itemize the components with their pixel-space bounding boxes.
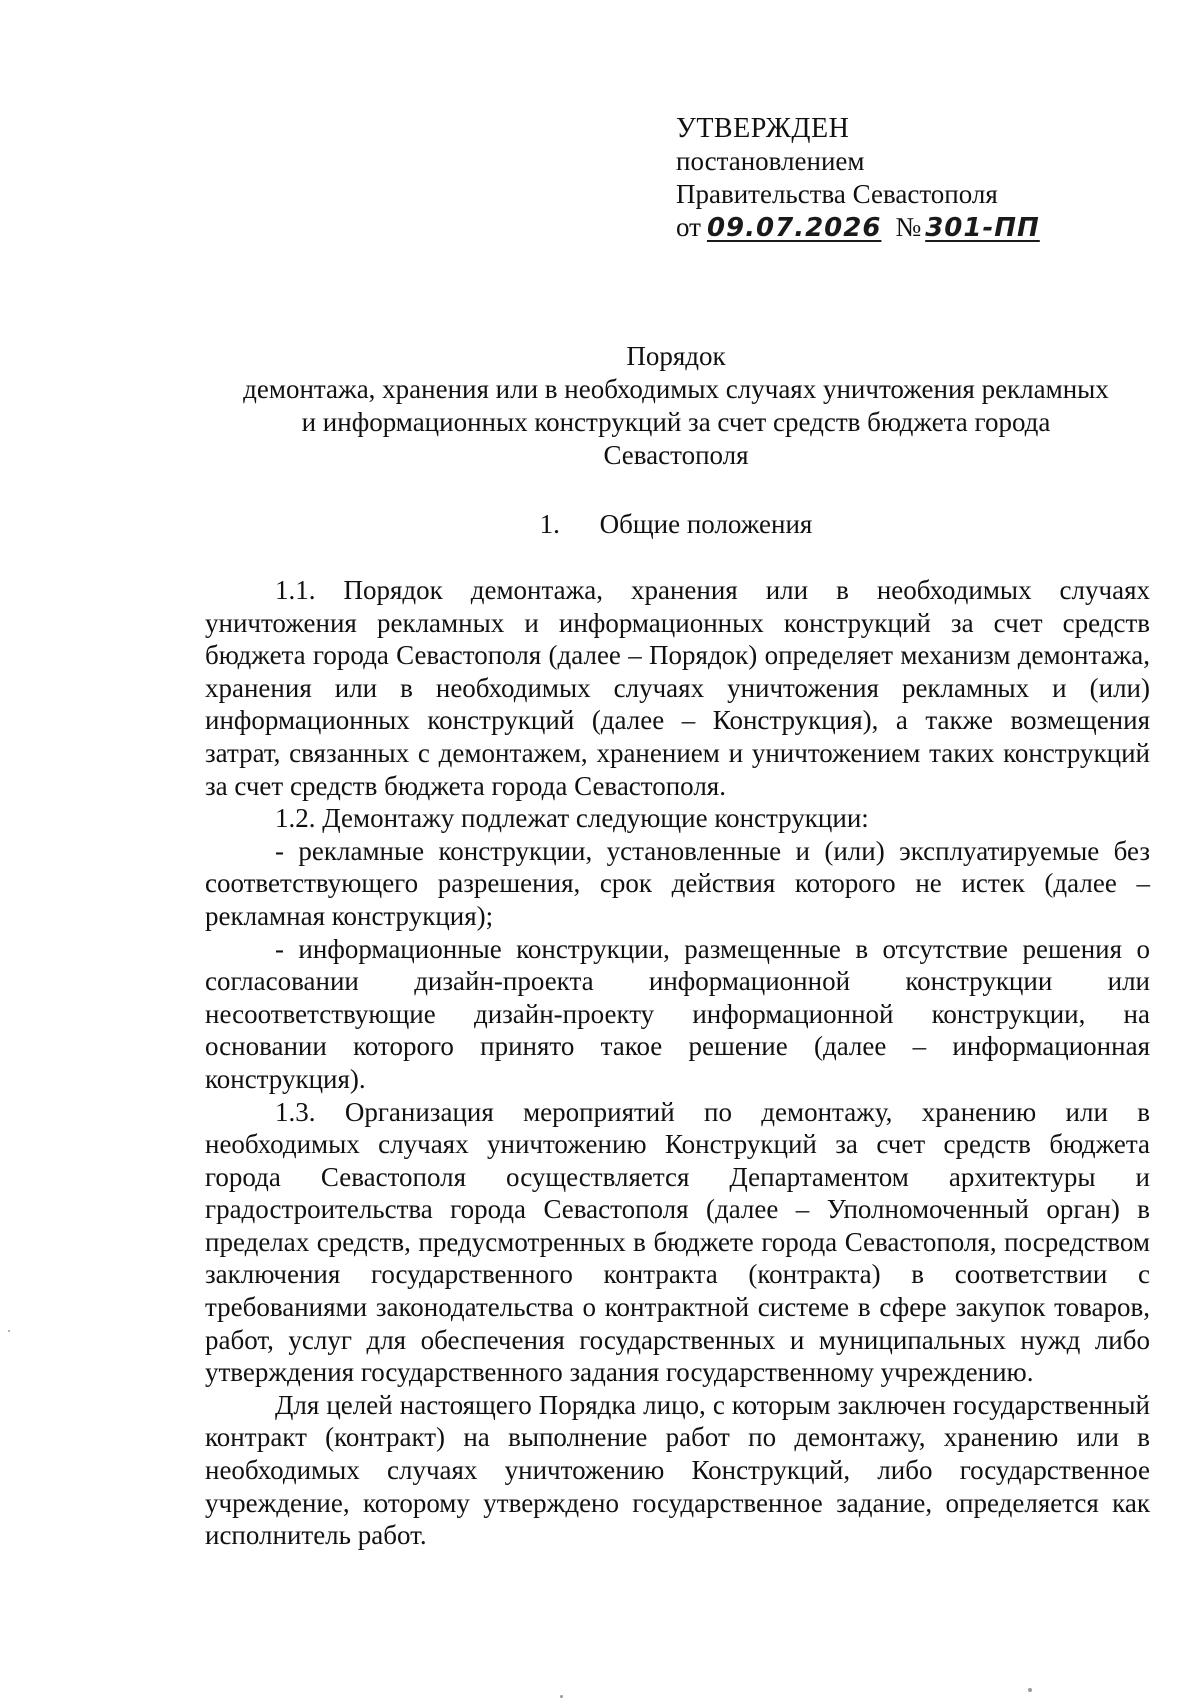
paragraph-contractor-definition: Для целей настоящего Порядка лицо, с которым заключен государственный контракт (контракт) на выполнение работ по демонтажу, хранению или в необходимых случаях уничтожению Конструкций, либо государственное учреждение, которому утверждено государственное задание, определяется как исполнитель работ. bbox=[205, 1389, 1150, 1551]
section-number: 1. bbox=[539, 509, 560, 539]
scan-speck bbox=[1028, 1688, 1032, 1692]
document-heading bbox=[200, 340, 1152, 472]
list-item-advertising: - рекламные конструкции, установленные и (или) эксплуатируемые без соответствующего разрешения, срок действия которого не истек (далее – рекламная конструкция); bbox=[205, 835, 1150, 931]
document-title: Порядок bbox=[626, 341, 726, 371]
paragraph-1-2: 1.2. Демонтажу подлежат следующие конструкции: bbox=[275, 803, 869, 834]
approval-block bbox=[676, 112, 1096, 245]
approval-from-prefix: от bbox=[676, 212, 701, 242]
approval-line-government: Правительства Севастополя bbox=[676, 179, 998, 209]
document-subtitle-line-1: демонтажа, хранения или в необходимых случаях уничтожения рекламных bbox=[243, 374, 1109, 404]
handwritten-date: 09.07.2026 bbox=[706, 213, 882, 243]
paragraph-1-1: 1.1. Порядок демонтажа, хранения или в необходимых случаях уничтожения рекламных и информационных конструкций за счет средств бюджета города Севастополя (далее – Порядок) определяет механизм демонтажа, хранения или в необходимых случаях уничтожения рекламных и (или) информационных конструкций (далее – Конструкция), а также возмещения затрат, связанных с демонтажем, хранением и уничтожением таких конструкций за счет средств бюджета города Севастополя. bbox=[205, 575, 1150, 801]
approval-line-resolution: постановлением bbox=[676, 146, 865, 176]
approval-number-prefix: № bbox=[895, 212, 922, 242]
scan-speck bbox=[8, 1330, 10, 1332]
list-item-information: - информационные конструкции, размещенные в отсутствие решения о согласовании дизайн-проекта информационной конструкции или несоответствующие дизайн-проекту информационной конструкции, на основании которого принято такое решение (далее – информационная конструкция). bbox=[205, 933, 1150, 1094]
document-subtitle-line-2: и информационных конструкций за счет средств бюджета города bbox=[301, 407, 1051, 437]
document-subtitle-line-3: Севастополя bbox=[603, 440, 749, 470]
section-heading bbox=[200, 508, 1152, 541]
approval-title: УТВЕРЖДЕН bbox=[676, 113, 850, 144]
handwritten-number: 301-ПП bbox=[925, 213, 1040, 243]
paragraph-1-3: 1.3. Организация мероприятий по демонтажу, хранению или в необходимых случаях уничтожению Конструкций за счет средств бюджета города Севастополя осуществляется Департаментом архитектуры и градостроительства города Севастополя (далее – Уполномоченный орган) в пределах средств, предусмотренных в бюджете города Севастополя, посредством заключения государственного контракта (контракта) в соответствии с требованиями законодательства о контрактной системе в сфере закупок товаров, работ, услуг для обеспечения государственных и муниципальных нужд либо утверждения государственного задания государственному учреждению. bbox=[205, 1096, 1150, 1388]
section-title: Общие положения bbox=[599, 509, 813, 539]
approval-date-number-line bbox=[676, 211, 1096, 245]
body-text bbox=[205, 574, 1150, 1552]
scan-speck bbox=[560, 1695, 563, 1698]
